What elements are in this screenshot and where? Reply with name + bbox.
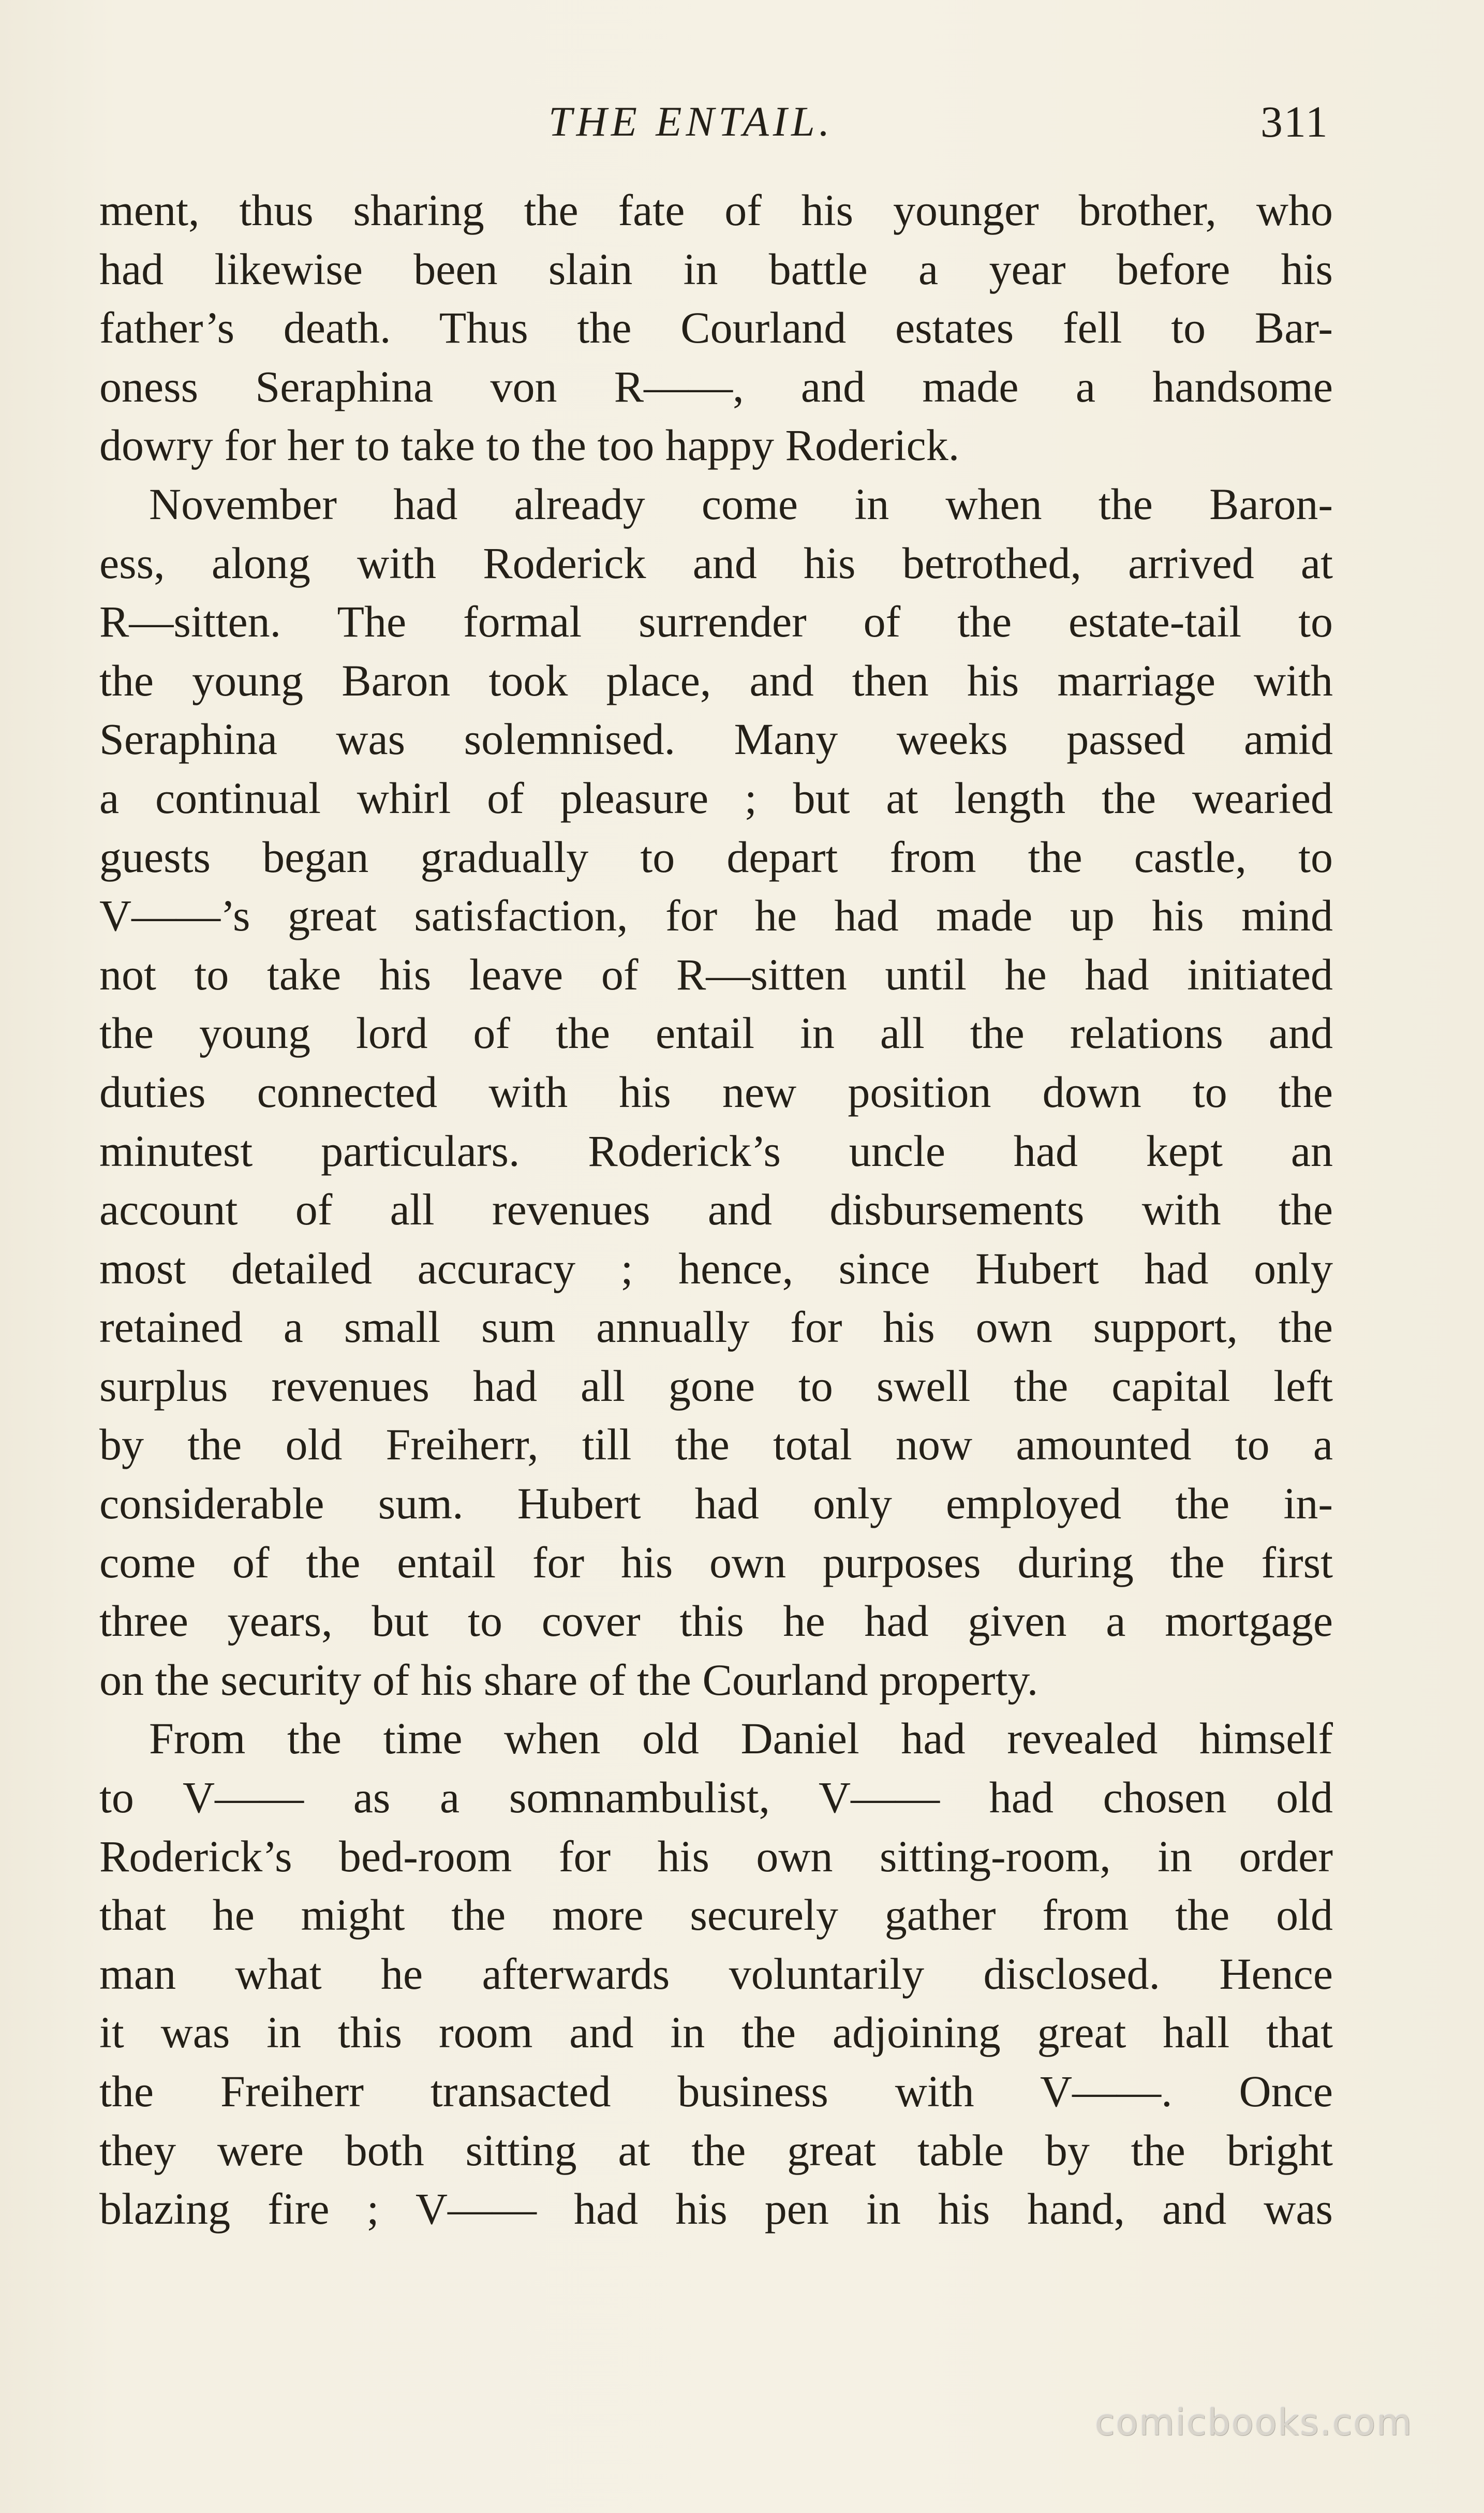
page-number: 311: [1260, 97, 1329, 146]
text-line: R—sitten. The formal surrender of the estate-tail to: [99, 597, 1333, 647]
text-line: guests began gradually to depart from the castle, to: [99, 832, 1333, 882]
text-line: Seraphina was solemnised. Many weeks passed amid: [99, 714, 1333, 764]
text-line: father’s death. Thus the Courland estates fell to Bar-: [99, 303, 1333, 353]
text-line: ment, thus sharing the fate of his younger brother, who: [99, 185, 1333, 235]
page-header: [0, 88, 1484, 155]
text-line: ess, along with Roderick and his betrothed, arrived at: [99, 538, 1333, 588]
text-line: they were both sitting at the great table by the bright: [99, 2125, 1333, 2175]
text-line: by the old Freiherr, till the total now amounted to a: [99, 1420, 1333, 1470]
text-line: account of all revenues and disbursements with the: [99, 1185, 1333, 1235]
text-line: From the time when old Daniel had revealed himself: [149, 1713, 1333, 1764]
text-line: had likewise been slain in battle a year before his: [99, 244, 1333, 294]
text-line: come of the entail for his own purposes during the first: [99, 1537, 1333, 1587]
text-line: the young Baron took place, and then his marriage with: [99, 655, 1333, 705]
text-line: man what he afterwards voluntarily disclosed. Hence: [99, 1948, 1333, 1999]
text-line: minutest particulars. Roderick’s uncle had kept an: [99, 1126, 1333, 1176]
text-line: that he might the more securely gather from the old: [99, 1890, 1333, 1940]
body-text: [99, 181, 1333, 2239]
text-line: Roderick’s bed-room for his own sitting-room, in order: [99, 1831, 1333, 1881]
text-line: three years, but to cover this he had given a mortgage: [99, 1596, 1333, 1646]
text-line: oness Seraphina von R——, and made a handsome: [99, 361, 1333, 411]
text-line: duties connected with his new position down to the: [99, 1067, 1333, 1117]
text-line: the Freiherr transacted business with V——. Once: [99, 2066, 1333, 2116]
text-line: retained a small sum annually for his own support, the: [99, 1302, 1333, 1352]
text-line: V——’s great satisfaction, for he had made up his mind: [99, 891, 1333, 941]
text-line: blazing fire ; V—— had his pen in his hand, and was: [99, 2184, 1333, 2234]
text-line: on the security of his share of the Courland property.: [99, 1654, 1038, 1705]
text-line: surplus revenues had all gone to swell the capital left: [99, 1361, 1333, 1411]
text-line: a continual whirl of pleasure ; but at length the wearied: [99, 773, 1333, 823]
text-line: considerable sum. Hubert had only employed the in-: [99, 1479, 1333, 1529]
text-line: not to take his leave of R—sitten until he had initiated: [99, 949, 1333, 999]
running-head: THE ENTAIL.: [548, 98, 834, 145]
watermark: comicbooks.com: [1095, 2401, 1413, 2444]
text-line: dowry for her to take to the too happy Roderick.: [99, 420, 960, 470]
text-line: to V—— as a somnambulist, V—— had chosen old: [99, 1772, 1333, 1823]
text-line: most detailed accuracy ; hence, since Hubert had only: [99, 1243, 1333, 1293]
text-line: November had already come in when the Baron-: [149, 479, 1333, 529]
text-line: it was in this room and in the adjoining great hall that: [99, 2007, 1333, 2058]
text-line: the young lord of the entail in all the relations and: [99, 1008, 1333, 1058]
